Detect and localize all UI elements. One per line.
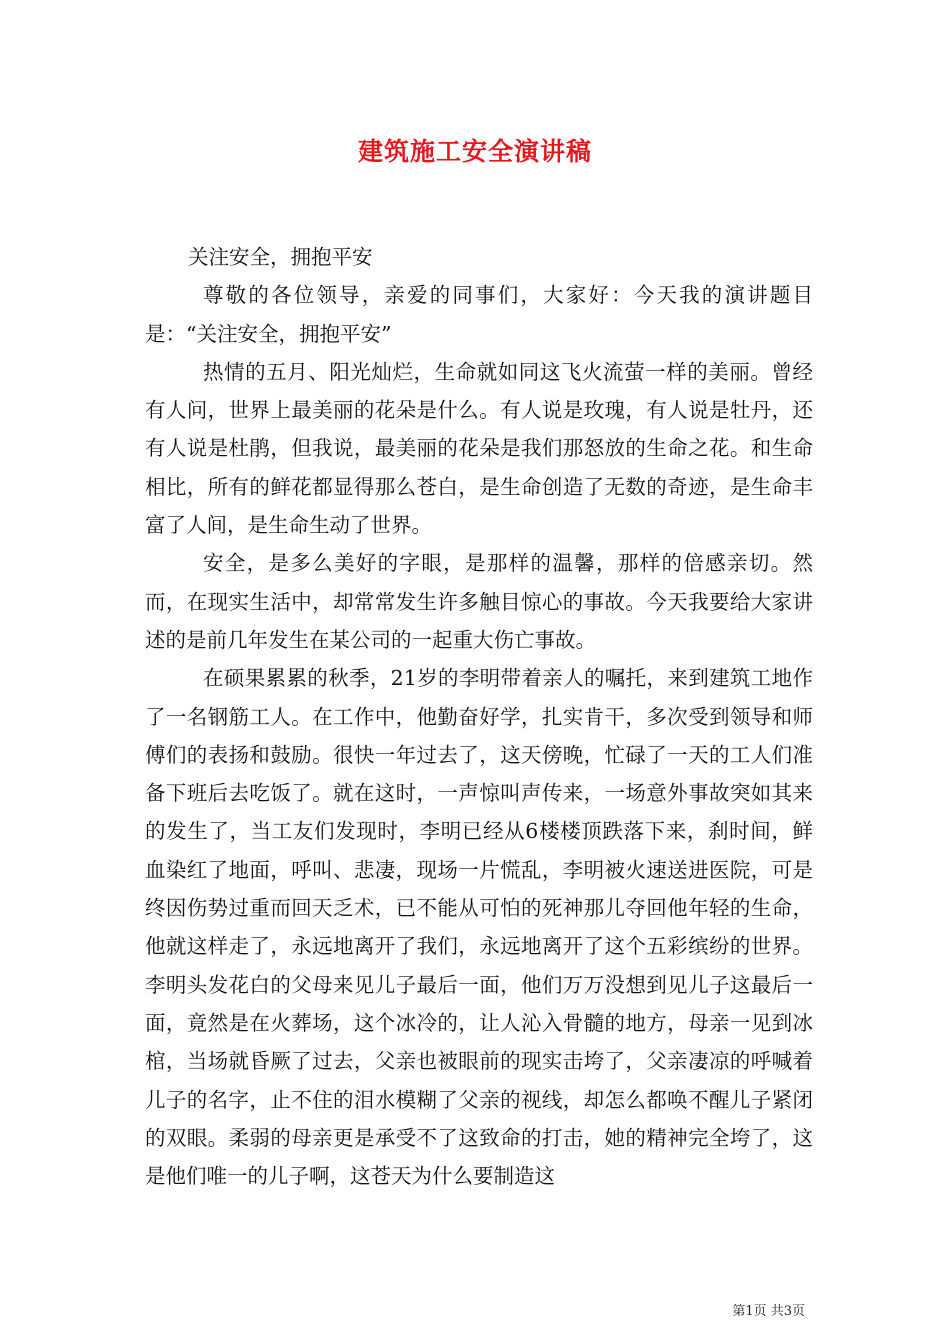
paragraph-greeting: 尊敬的各位领导，亲爱的同事们，大家好：今天我的演讲题目是：“关注安全，拥抱平安” — [145, 283, 813, 346]
document-body — [145, 238, 813, 1195]
document-title: 建筑施工安全演讲稿 — [357, 137, 592, 166]
document-subtitle: 关注安全，拥抱平安 — [188, 245, 373, 269]
paragraph-accident: 在硕果累累的秋季，21岁的李明带着亲人的嘱托，来到建筑工地作了一名钢筋工人。在工作中，他勤奋好学，扎实肯干，多次受到领导和师傅们的表扬和鼓励。很快一年过去了，这天傍晚，忙碌了一天的工人们准备下班后去吃饭了。就在这时，一声惊叫声传来，一场意外事故突如其来的发生了，当工友们发现时，李明已经从6楼楼顶跌落下来，刹时间，鲜血染红了地面，呼叫、悲凄，现场一片慌乱，李明被火速送进医院，可是终因伤势过重而回天乏术，已不能从可怕的死神那儿夺回他年轻的生命，他就这样走了，永远地离开了我们，永远地离开了这个五彩缤纷的世界。李明头发花白的父母来见儿子最后一面，他们万万没想到见儿子这最后一面，竟然是在火葬场，这个冰冷的，让人沁入骨髓的地方，母亲一见到冰棺，当场就昏厥了过去，父亲也被眼前的现实击垮了，父亲凄凉的呼喊着儿子的名字，止不住的泪水模糊了父亲的视线，却怎么都唤不醒儿子紧闭的双眼。柔弱的母亲更是承受不了这致命的打击，她的精神完全垮了，这是他们唯一的儿子啊，这苍天为什么要制造这 — [145, 666, 813, 1189]
paragraph-life: 热情的五月、阳光灿烂，生命就如同这飞火流萤一样的美丽。曾经有人问，世界上最美丽的花朵是什么。有人说是玫瑰，有人说是牡丹，还有人说是杜鹃，但我说，最美丽的花朵是我们那怒放的生命之花。和生命相比，所有的鲜花都显得那么苍白，是生命创造了无数的奇迹，是生命丰富了人间，是生命生动了世界。 — [145, 359, 813, 538]
paragraph-safety: 安全，是多么美好的字眼，是那样的温馨，那样的倍感亲切。然而，在现实生活中，却常常发生许多触目惊心的事故。今天我要给大家讲述的是前几年发生在某公司的一起重大伤亡事故。 — [145, 551, 813, 652]
page-number: 第1页 共3页 — [732, 1304, 805, 1319]
